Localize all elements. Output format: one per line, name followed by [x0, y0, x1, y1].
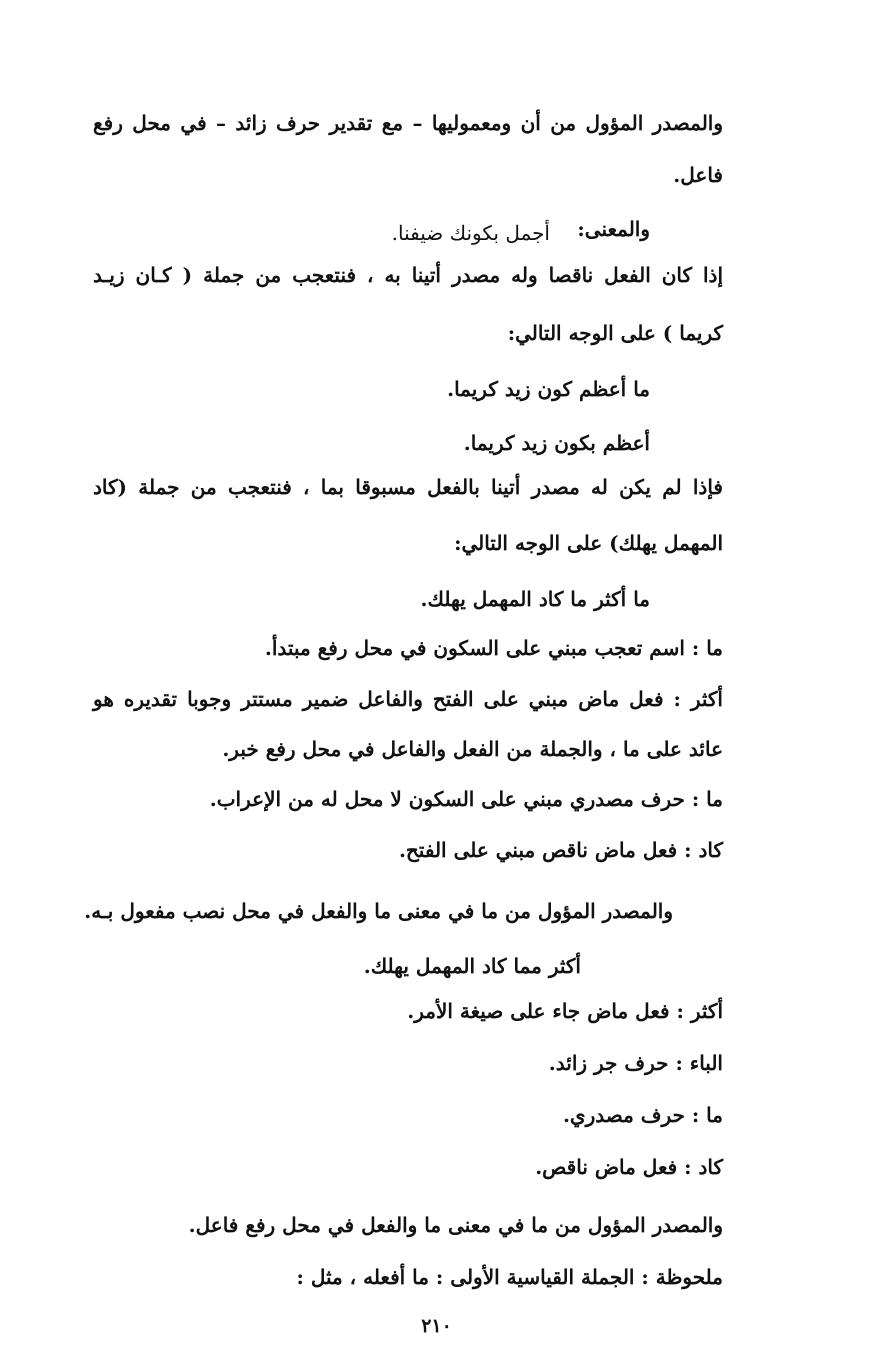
text-line: إذا كان الفعل ناقصا وله مصدر أتينا به ، فنتعجب من جملة ( كـان زيـد — [93, 263, 723, 287]
analysis-line: أكثر : فعل ماض مبني على الفتح والفاعل ضمير مستتر وجوبا تقديره هو — [93, 687, 723, 711]
analysis-line: كاد : فعل ماض ناقص. — [535, 1155, 723, 1179]
analysis-line: ما : حرف مصدري. — [562, 1103, 723, 1127]
page-number: ٢١٠ — [421, 1315, 452, 1337]
text-line-example: أجمل بكونك ضيفنا. — [391, 221, 550, 245]
text-line: المهمل يهلك) على الوجه التالي: — [454, 531, 723, 555]
example-line: ما أعظم كون زيد كريما. — [447, 377, 650, 401]
analysis-line: الباء : حرف جر زائد. — [548, 1051, 723, 1075]
text-line: فاعل. — [673, 163, 723, 187]
analysis-line: كاد : فعل ماض ناقص مبني على الفتح. — [398, 838, 723, 862]
text-line: فإذا لم يكن له مصدر أتينا بالفعل مسبوقا بما ، فنتعجب من جملة (كاد — [93, 475, 723, 499]
analysis-line: ما : اسم تعجب مبني على السكون في محل رفع مبتدأ. — [264, 636, 723, 660]
note-line: ملحوظة : الجملة القياسية الأولى : ما أفعله ، مثل : — [296, 1265, 723, 1289]
analysis-line: أكثر : فعل ماض جاء على صيغة الأمر. — [407, 999, 723, 1023]
text-line: والمصدر المؤول من ما في معنى ما والفعل في محل نصب مفعول بـه. — [84, 899, 673, 923]
text-line: كريما ) على الوجه التالي: — [507, 321, 723, 345]
text-line-label: والمعنى: — [577, 217, 650, 241]
example-line: أعظم بكون زيد كريما. — [463, 431, 650, 455]
example-line: أكثر مما كاد المهمل يهلك. — [363, 954, 581, 978]
text-line: والمصدر المؤول من أن ومعموليها – مع تقدير حرف زائد – في محل رفع — [93, 111, 723, 135]
analysis-line: عائد على ما ، والجملة من الفعل والفاعل في محل رفع خبر. — [222, 737, 723, 761]
analysis-line: ما : حرف مصدري مبني على السكون لا محل له من الإعراب. — [209, 787, 723, 811]
example-line: ما أكثر ما كاد المهمل يهلك. — [420, 587, 650, 611]
text-line: والمصدر المؤول من ما في معنى ما والفعل في محل رفع فاعل. — [188, 1213, 723, 1237]
